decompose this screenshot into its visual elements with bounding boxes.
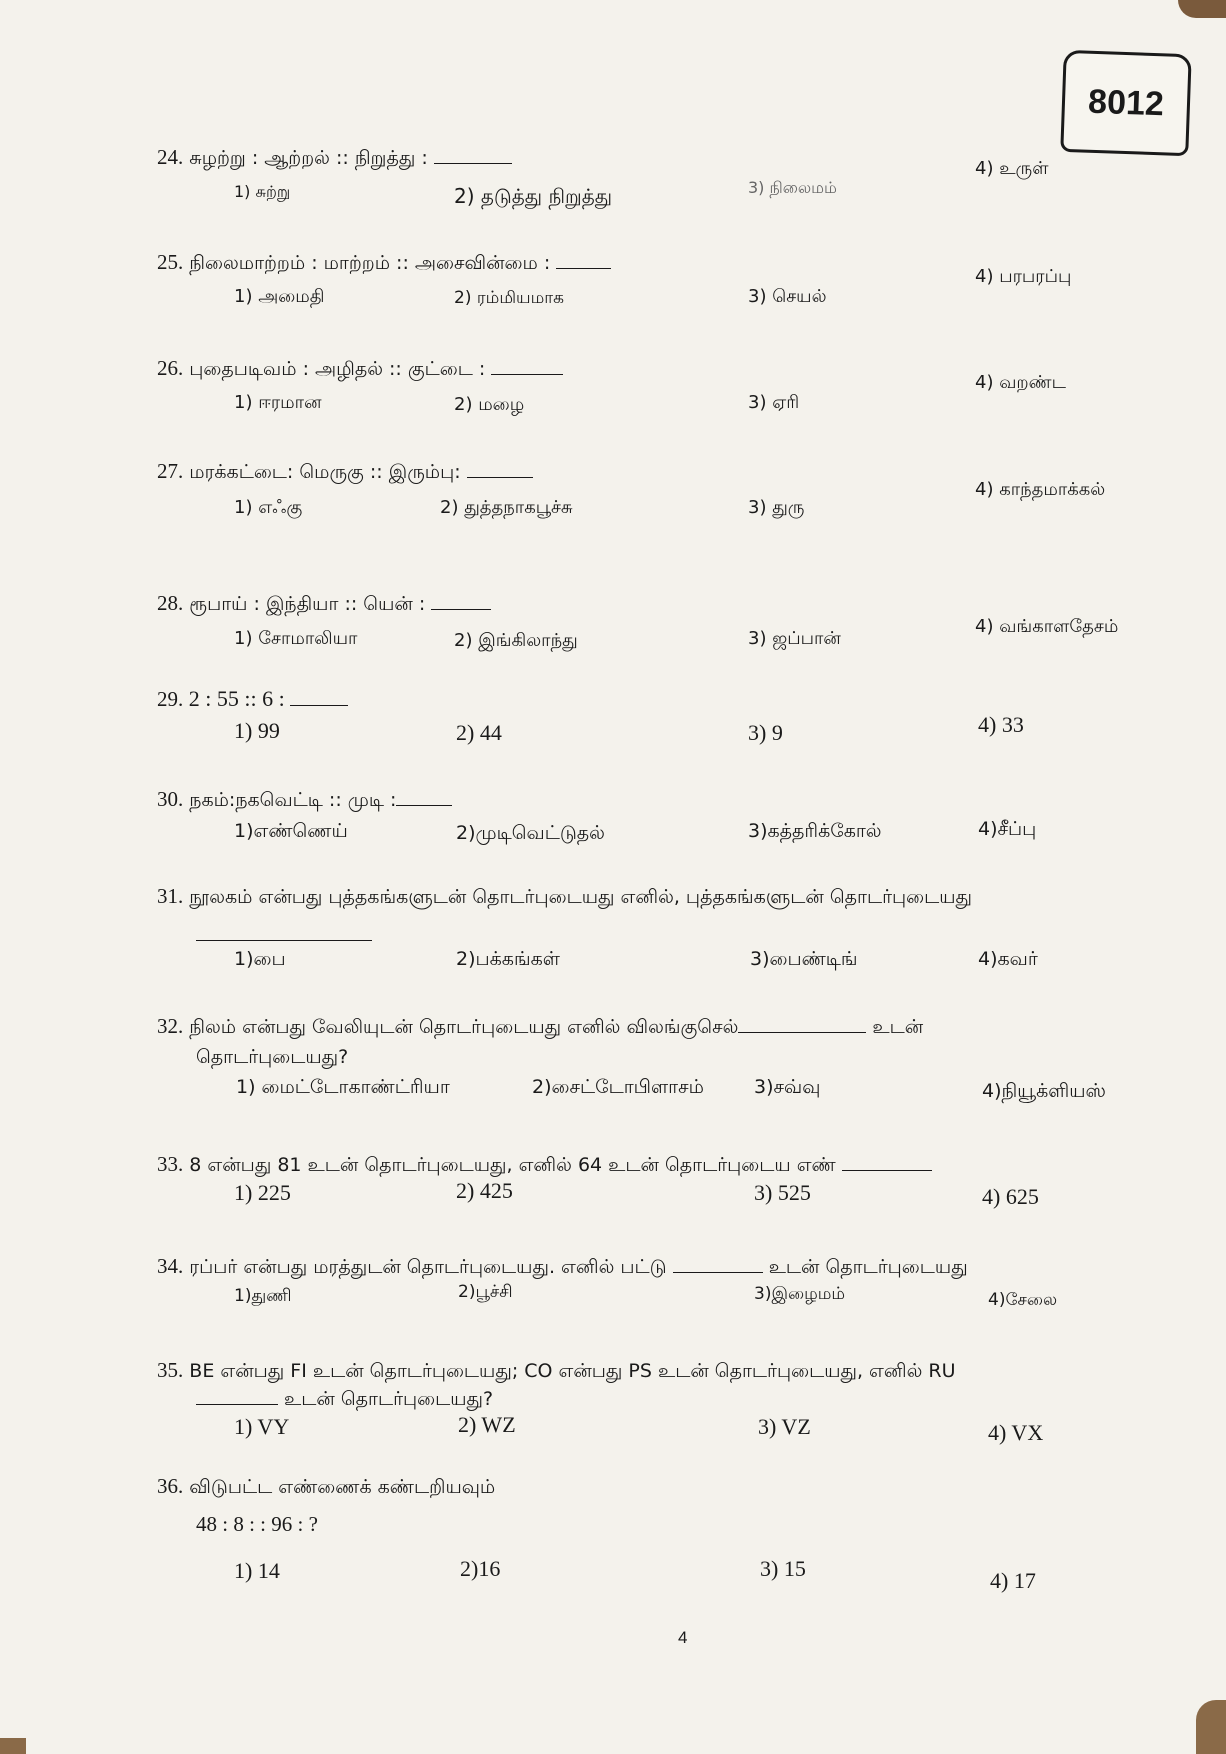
option-1[interactable]: 1) ஈரமான — [234, 392, 322, 413]
page-edge-shadow — [1178, 0, 1226, 18]
page-edge-shadow — [0, 1738, 26, 1754]
option-2[interactable]: 2)பூச்சி — [458, 1282, 513, 1302]
option-1[interactable]: 1) 14 — [234, 1558, 280, 1583]
question-text: 8 என்பது 81 உடன் தொடர்புடையது, எனில் 64 உடன் தொடர்புடைய எண் — [189, 1154, 842, 1176]
question-text: ரப்பர் என்பது மரத்துடன் தொடர்புடையது. எனில் பட்டு — [189, 1256, 673, 1278]
question-text-line2 — [196, 1386, 493, 1413]
option-1[interactable]: 1)எண்ணெய் — [234, 820, 348, 842]
option-4[interactable]: 4) 17 — [990, 1568, 1036, 1593]
question-32 — [157, 1012, 923, 1041]
page-number: 4 — [678, 1628, 688, 1647]
option-2[interactable]: 2)சைட்டோபிளாசம் — [532, 1076, 704, 1098]
question-text: புதைபடிவம் : அழிதல் :: குட்டை : — [189, 358, 492, 380]
question-26 — [157, 354, 563, 383]
option-4[interactable]: 4) உருள் — [975, 158, 1049, 179]
option-1[interactable]: 1) எஃகு — [234, 497, 303, 518]
question-text: ரூபாய் : இந்தியா :: யென் : — [189, 593, 432, 615]
question-text-line2: தொடர்புடையது? — [196, 1046, 349, 1068]
option-4[interactable]: 4) VX — [988, 1420, 1044, 1445]
option-2[interactable]: 2) 44 — [456, 720, 502, 745]
answer-blank — [673, 1254, 763, 1273]
answer-blank — [431, 591, 491, 610]
question-text: சுழற்று : ஆற்றல் :: நிறுத்து : — [189, 147, 434, 169]
option-2[interactable]: 2) தடுத்து நிறுத்து — [454, 184, 613, 208]
question-text: நிலம் என்பது வேலியுடன் தொடர்புடையது எனில் விலங்குசெல் — [189, 1016, 739, 1038]
option-1[interactable]: 1)பை — [234, 948, 286, 970]
option-3[interactable]: 3) 15 — [760, 1556, 806, 1581]
question-30 — [157, 785, 452, 814]
option-3[interactable]: 3) 525 — [754, 1180, 811, 1205]
question-number: 34. — [157, 1254, 184, 1278]
question-34 — [157, 1252, 968, 1281]
question-28 — [157, 589, 491, 618]
question-number: 30. — [157, 787, 184, 811]
option-4[interactable]: 4)நியூக்ளியஸ் — [982, 1080, 1106, 1102]
option-4[interactable]: 4) 33 — [978, 712, 1024, 737]
option-2[interactable]: 2) ரம்மியமாக — [454, 288, 565, 308]
option-3[interactable]: 3) ஏரி — [748, 392, 800, 413]
question-text: மரக்கட்டை: மெருகு :: இரும்பு: — [189, 461, 467, 483]
option-3[interactable]: 3) ஜப்பான் — [748, 628, 841, 649]
question-text: நகம்:நகவெட்டி :: முடி : — [189, 789, 397, 811]
question-number: 32. — [157, 1014, 184, 1038]
answer-blank — [467, 459, 533, 478]
option-1[interactable]: 1) சுற்று — [234, 182, 291, 201]
option-4[interactable]: 4) 625 — [982, 1184, 1039, 1209]
question-24 — [157, 143, 512, 172]
paper-code-stamp: 8012 — [1060, 50, 1191, 156]
option-4[interactable]: 4)சேலை — [988, 1290, 1058, 1310]
question-27 — [157, 457, 533, 486]
option-1[interactable]: 1) அமைதி — [234, 286, 325, 307]
answer-blank — [738, 1014, 866, 1033]
option-4[interactable]: 4) காந்தமாக்கல் — [975, 479, 1106, 500]
answer-blank — [434, 145, 512, 164]
option-2[interactable]: 2) மழை — [454, 394, 525, 415]
question-31 — [157, 882, 972, 911]
option-3[interactable]: 3) நிலைமம் — [748, 178, 837, 197]
question-text-after: உடன் தொடர்புடையது — [762, 1256, 968, 1278]
option-3[interactable]: 3)பைண்டிங் — [750, 948, 858, 970]
option-3[interactable]: 3)இழைமம் — [754, 1284, 846, 1304]
option-1[interactable]: 1) சோமாலியா — [234, 628, 358, 649]
option-2[interactable]: 2) இங்கிலாந்து — [454, 630, 578, 651]
question-text-after: உடன் தொடர்புடையது? — [278, 1388, 494, 1410]
option-1[interactable]: 1) 99 — [234, 718, 280, 743]
page-edge-shadow — [1196, 1700, 1226, 1754]
question-number: 36. — [157, 1474, 184, 1498]
option-3[interactable]: 3)கத்தரிக்கோல் — [748, 820, 882, 842]
answer-blank — [556, 250, 611, 269]
question-text-after: உடன் — [866, 1016, 924, 1038]
question-number: 31. — [157, 884, 184, 908]
option-2[interactable]: 2) WZ — [458, 1412, 516, 1437]
question-number: 26. — [157, 356, 184, 380]
question-number: 24. — [157, 145, 184, 169]
question-number: 28. — [157, 591, 184, 615]
question-number: 33. — [157, 1152, 184, 1176]
answer-blank — [491, 356, 563, 375]
option-3[interactable]: 3) துரு — [748, 497, 805, 518]
option-1[interactable]: 1) மைட்டோகாண்ட்ரியா — [236, 1076, 450, 1098]
question-number: 35. — [157, 1358, 184, 1382]
option-2[interactable]: 2)16 — [460, 1556, 501, 1581]
question-number: 25. — [157, 250, 184, 274]
question-text: BE என்பது FI உடன் தொடர்புடையது; CO என்பது PS உடன் தொடர்புடையது, எனில் RU — [189, 1360, 956, 1382]
option-2[interactable]: 2) 425 — [456, 1178, 513, 1203]
option-2[interactable]: 2) துத்தநாகபூச்சு — [440, 497, 573, 518]
answer-blank — [196, 922, 372, 941]
question-text: நிலைமாற்றம் : மாற்றம் :: அசைவின்மை : — [189, 252, 557, 274]
option-4[interactable]: 4) பரபரப்பு — [975, 266, 1072, 287]
option-3[interactable]: 3) 9 — [748, 720, 783, 745]
option-3[interactable]: 3) செயல் — [748, 286, 827, 307]
option-1[interactable]: 1) 225 — [234, 1180, 291, 1205]
option-2[interactable]: 2)பக்கங்கள் — [456, 948, 560, 970]
question-36 — [157, 1472, 495, 1501]
option-1[interactable]: 1) VY — [234, 1414, 290, 1439]
question-number: 29. — [157, 687, 184, 711]
answer-blank — [196, 1386, 278, 1405]
answer-blank — [842, 1152, 932, 1171]
question-25 — [157, 248, 611, 277]
answer-blank — [290, 687, 348, 706]
option-4[interactable]: 4) வங்காளதேசம் — [975, 616, 1119, 637]
option-3[interactable]: 3)சவ்வு — [754, 1076, 821, 1098]
option-3[interactable]: 3) VZ — [758, 1414, 811, 1439]
question-text: நூலகம் என்பது புத்தகங்களுடன் தொடர்புடையது எனில், புத்தகங்களுடன் தொடர்புடையது — [189, 886, 973, 908]
question-29 — [157, 685, 348, 713]
question-number: 27. — [157, 459, 184, 483]
option-4[interactable]: 4) வறண்ட — [975, 372, 1066, 393]
question-33 — [157, 1150, 932, 1179]
question-text: 2 : 55 :: 6 : — [188, 686, 291, 711]
option-4[interactable]: 4)கவர் — [978, 948, 1038, 970]
answer-blank — [396, 787, 452, 806]
question-ratio: 48 : 8 : : 96 : ? — [196, 1512, 318, 1536]
option-2[interactable]: 2)முடிவெட்டுதல் — [456, 822, 605, 844]
question-35 — [157, 1356, 956, 1385]
option-4[interactable]: 4)சீப்பு — [978, 818, 1037, 840]
option-1[interactable]: 1)துணி — [234, 1286, 292, 1306]
question-text: விடுபட்ட எண்ணைக் கண்டறியவும் — [189, 1476, 496, 1498]
